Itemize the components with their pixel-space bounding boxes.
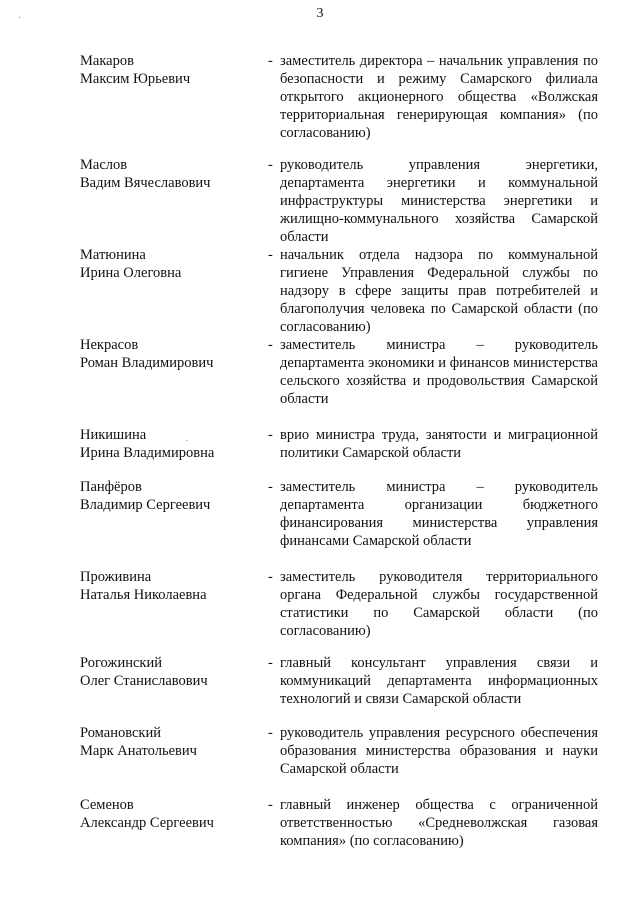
member-position: заместитель министра – руководитель департамента экономики и финансов министерства сельского хозяйства и продовольствия Самарской области <box>280 337 598 407</box>
member-given-names: Вадим Вячеславович <box>80 175 211 191</box>
member-name <box>80 724 260 760</box>
member-given-names: Марк Анатольевич <box>80 743 197 759</box>
member-surname: Рогожинский <box>80 655 162 671</box>
member-position: заместитель министра – руководитель департамента организации бюджетного финансирования министерства управления финансами Самарской области <box>280 479 598 549</box>
member-name <box>80 336 260 372</box>
member-surname: Маслов <box>80 157 128 173</box>
member-name <box>80 654 260 690</box>
member-name <box>80 796 260 832</box>
entry-dash: - <box>268 797 273 813</box>
member-name <box>80 156 260 192</box>
member-surname: Романовский <box>80 725 161 741</box>
entry-dash: - <box>268 655 273 671</box>
entry-dash: - <box>268 247 273 263</box>
entry-dash: - <box>268 157 273 173</box>
member-name <box>80 246 260 282</box>
member-position: главный консультант управления связи и коммуникаций департамента информационных технологий и связи Самарской области <box>280 655 598 707</box>
member-surname: Семенов <box>80 797 134 813</box>
page-number: 3 <box>316 6 324 21</box>
member-given-names: Роман Владимирович <box>80 355 214 371</box>
entry-dash: - <box>268 479 273 495</box>
member-given-names: Ирина Владимировна <box>80 445 215 461</box>
member-given-names: Максим Юрьевич <box>80 71 191 87</box>
entry-dash: - <box>268 53 273 69</box>
member-given-names: Наталья Николаевна <box>80 587 207 603</box>
member-position: врио министра труда, занятости и миграционной политики Самарской области <box>280 427 598 461</box>
member-position: начальник отдела надзора по коммунальной гигиене Управления Федеральной службы по надзору в сфере защиты прав потребителей и благополучия человека по Самарской области (по согласованию) <box>280 247 598 335</box>
entry-dash: - <box>268 337 273 353</box>
member-position: заместитель руководителя территориального органа Федеральной службы государственной статистики по Самарской области (по согласованию) <box>280 569 598 639</box>
member-surname: Проживина <box>80 569 152 585</box>
member-given-names: Олег Станиславович <box>80 673 208 689</box>
member-name <box>80 568 260 604</box>
member-given-names: Владимир Сергеевич <box>80 497 211 513</box>
scan-speck: · <box>18 13 22 24</box>
entry-dash: - <box>268 569 273 585</box>
scan-speck: · <box>185 436 189 447</box>
member-position: руководитель управления энергетики, департамента энергетики и коммунальной инфраструктуры министерства энергетики и жилищно-коммунального хозяйства Самарской области <box>280 157 598 245</box>
member-given-names: Ирина Олеговна <box>80 265 182 281</box>
entry-dash: - <box>268 725 273 741</box>
member-name <box>80 478 260 514</box>
member-position: руководитель управления ресурсного обеспечения образования министерства образования и науки Самарской области <box>280 725 598 777</box>
member-surname: Панфёров <box>80 479 142 495</box>
member-surname: Макаров <box>80 53 134 69</box>
entry-dash: - <box>268 427 273 443</box>
member-position: заместитель директора – начальник управления по безопасности и режиму Самарского филиала открытого акционерного общества «Волжская территориальная генерирующая компания» (по согласованию) <box>280 53 598 141</box>
member-name <box>80 426 260 462</box>
member-position: главный инженер общества с ограниченной ответственностью «Средневолжская газовая компания» (по согласованию) <box>280 797 598 849</box>
member-surname: Матюнина <box>80 247 146 263</box>
member-surname: Никишина <box>80 427 147 443</box>
member-given-names: Александр Сергеевич <box>80 815 214 831</box>
member-name <box>80 52 260 88</box>
member-surname: Некрасов <box>80 337 139 353</box>
